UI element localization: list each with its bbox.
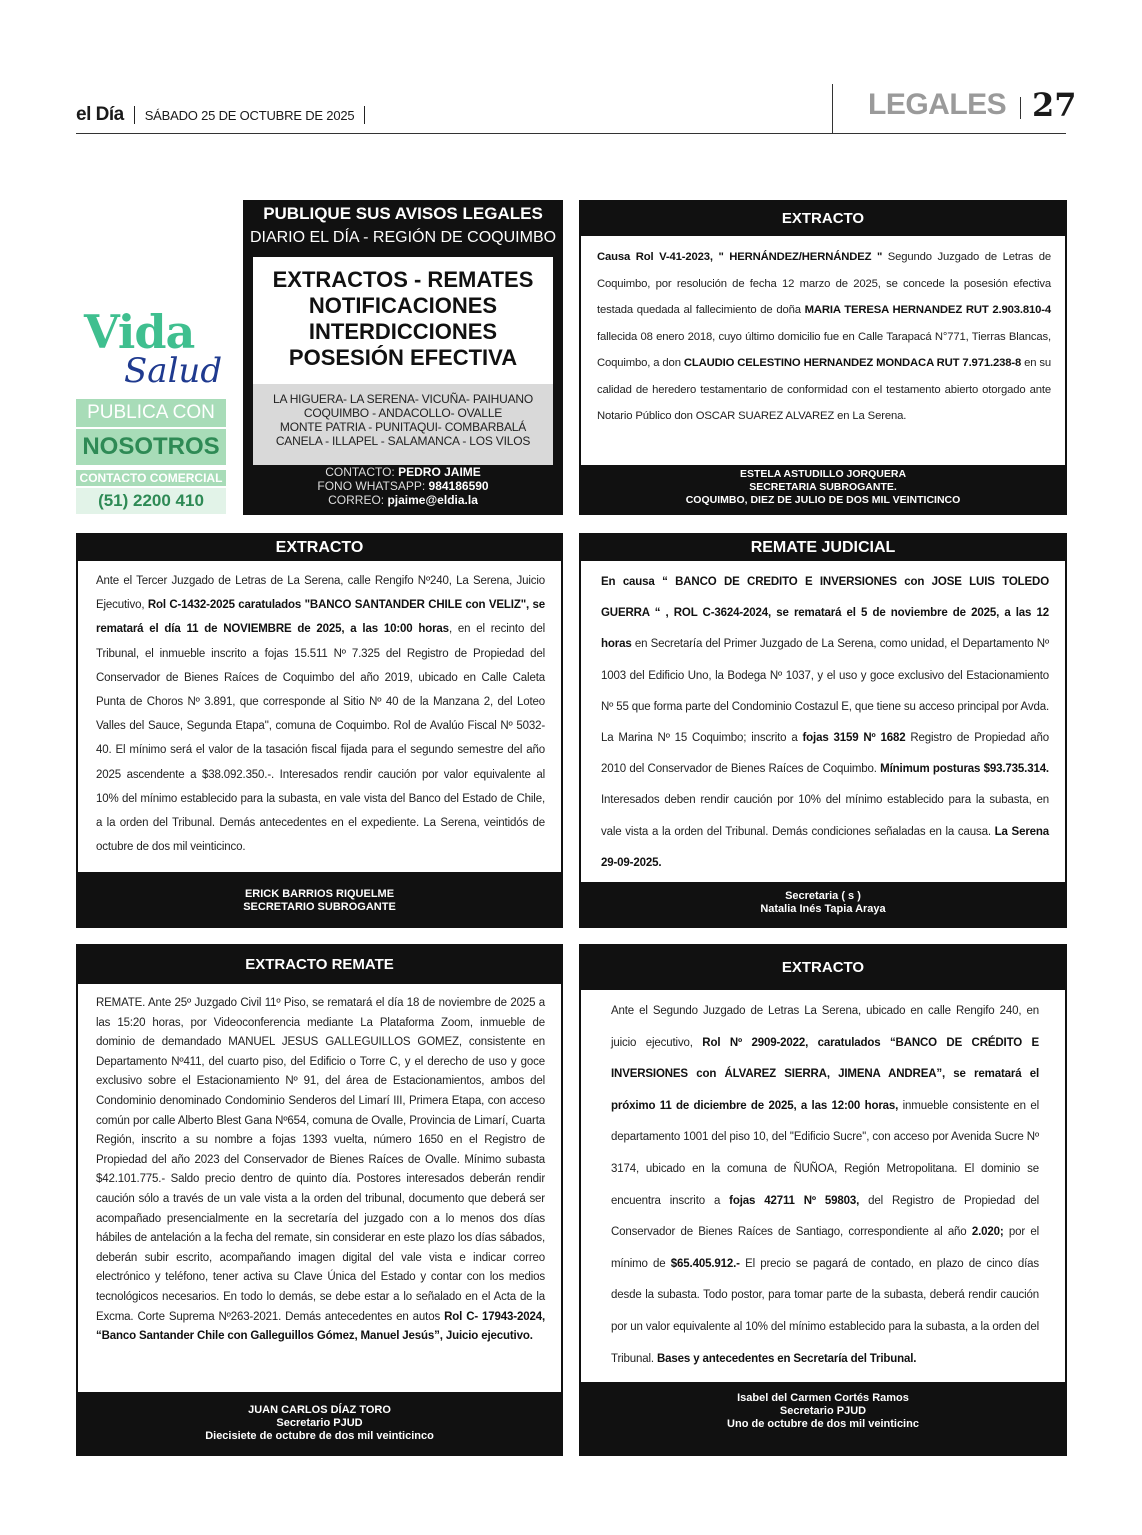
city-line: MONTE PATRIA - PUNITAQUI- COMBARBALÁ (279, 420, 527, 434)
signature-line: COQUIMBO, DIEZ DE JULIO DE DOS MIL VEINTICINCO (685, 494, 961, 506)
signature-line: ERICK BARRIOS RIQUELME (244, 888, 395, 900)
service-item: INTERDICCIONES (308, 319, 498, 344)
notice-extracto-santander (76, 533, 563, 928)
service-item: POSESIÓN EFECTIVA (288, 345, 518, 370)
notice-title: REMATE JUDICIAL (581, 535, 1065, 561)
ad-phone: (51) 2200 410 (76, 488, 226, 514)
publique-title: PUBLIQUE SUS AVISOS LEGALES (263, 204, 543, 223)
ad-publica: PUBLICA CON (76, 399, 226, 427)
contact-block (243, 465, 563, 507)
notice-signature (581, 465, 1065, 513)
ad-contacto: CONTACTO COMERCIAL (76, 470, 226, 486)
divider (364, 106, 365, 124)
signature-line: ESTELA ASTUDILLO JORQUERA (739, 468, 907, 480)
cities-panel (253, 384, 553, 465)
notice-body: En causa “ BANCO DE CREDITO E INVERSIONES con JOSE LUIS TOLEDO GUERRA “ , ROL C-3624-2024, se rematará el 5 de noviembre de 2025, a las 12 horas en Secretaría del Primer Juzgado de La Serena, como unidad, el Departamento Nº 1003 del Edificio Uno, la Bodega Nº 1037, y el uso y goce exclusivo del Estacionamiento Nº 55 que forma parte del Condominio Costazul E, que tiene su acceso principal por Avda. La Marina Nº 15 Coquimbo; inscrito a fojas 3159 Nº 1682 Registro de Propiedad año 2010 del Conservador de Bienes Raíces de Coquimbo. Mínimum posturas $93.735.314. Interesados deben rendir caución por 10% del mínimo establecido para la subasta, en vale vista a la orden del Tribunal. Demás condiciones señaladas en la causa. La Serena 29-09-2025. (601, 576, 1050, 869)
page-number: 27 (1032, 86, 1077, 124)
signature-line: Natalia Inés Tapia Araya (760, 903, 886, 915)
notice-signature (581, 1382, 1065, 1454)
notice-extracto-bci (579, 944, 1067, 1456)
signature-line: JUAN CARLOS DÍAZ TORO (248, 1404, 391, 1416)
section-title: LEGALES (868, 88, 1007, 121)
notice-body: Ante el Tercer Juzgado de Letras de La Serena, calle Rengifo Nº240, La Serena, Juicio Ejecutivo, Rol C-1432-2025 caratulados "BANCO SANTANDER CHILE con VELIZ", se rematará el día 11 de NOVIEMBRE de 2025, a las 10:00 horas, en el recinto del Tribunal, el inmueble inscrito a fojas 15.511 Nº 7.325 del Registro de Propiedad del Conservador de Bienes Raíces de Coquimbo del año 2019, ubicado en Calle Caleta Punta de Choros Nº 3.891, que corresponde al Sitio Nº 40 de la Manzana 2, del Loteo Valles del Sauce, Segunda Etapa'', comuna de Coquimbo. Rol de Avalúo Fiscal Nº 5032-40. El mínimo será el valor de la tasación fiscal fijada para el segundo semestre del año 2025 ascendente a $38.092.350.-. Interesados rendir caución por valor equivalente al 10% del mínimo establecido para la subasta, en vale vista del Banco del Estado de Chile, a la orden del Tribunal. Demás antecedentes en el expediente. La Serena, veintidós de octubre de dos mil veinticinco. (96, 575, 545, 854)
whatsapp-label: FONO WHATSAPP: (317, 479, 426, 493)
signature-line: Secretario PJUD (779, 1405, 867, 1417)
email-link[interactable]: pjaime@eldia.la (387, 493, 478, 507)
divider (134, 106, 135, 124)
signature-line: Secretario PJUD (276, 1417, 363, 1429)
header-divider (1020, 97, 1021, 119)
notice-signature (78, 872, 561, 926)
notice-signature (581, 882, 1065, 926)
signature-line: Diecisiete de octubre de dos mil veinticinco (205, 1430, 434, 1442)
masthead (76, 100, 365, 130)
header-divider (832, 84, 833, 134)
email-label: CORREO: (328, 493, 385, 507)
notice-title: EXTRACTO REMATE (78, 946, 561, 984)
notice-remate-judicial (579, 533, 1067, 928)
notice-title: EXTRACTO (581, 946, 1065, 990)
city-line: CANELA - ILLAPEL - SALAMANCA - LOS VILOS (275, 434, 531, 448)
signature-line: Secretaria ( s ) (785, 890, 861, 902)
notice-body: Ante el Segundo Juzgado de Letras La Serena, ubicado en calle Rengifo 240, en juicio ejecutivo, Rol Nº 2909-2022, caratulados “BANCO DE CRÉDITO E INVERSIONES con ÁLVAREZ SIERRA, JIMENA ANDREA”, se rematará el próximo 11 de diciembre de 2025, a las 12:00 horas, inmueble consistente en el departamento 1001 del piso 10, del ''Edificio Sucre'', con acceso por Avenida Sucre Nº 3174, ubicado en la comuna de ÑUÑOA, Región Metropolitana. El dominio se encuentra inscrito a fojas 42711 Nº 59803, del Registro de Propiedad del Conservador de Bienes Raíces de Santiago, correspondiente al año 2.020; por el mínimo de $65.405.912.- El precio se pagará de contado, en plazo de cinco días desde la subasta. Todo postor, para tomar parte de la subasta, deberá rendir caución por un valor equivalente al 10% del mínimo establecido para la subasta, a la orden del Tribunal. Bases y antecedentes en Secretaría del Tribunal. (611, 1005, 1040, 1365)
issue-date: SÁBADO 25 DE OCTUBRE DE 2025 (144, 107, 355, 123)
contact-label: CONTACTO: (325, 465, 395, 479)
signature-line: SECRETARIA SUBROGANTE. (749, 481, 897, 493)
notice-extracto-remate (76, 944, 563, 1456)
vida-salud-ad (76, 305, 226, 515)
notice-body: REMATE. Ante 25º Juzgado Civil 11º Piso, se rematará el día 18 de noviembre de 2025 a las 15:20 horas, por Videoconferencia mediante La Plataforma Zoom, inmueble de dominio de demandado MANUEL JESUS GALLEGUILLOS GOMEZ, consistente en Departamento Nº411, del cuarto piso, del Edificio o Torre C, y el derecho de uso y goce exclusivo sobre el Estacionamiento Nº 91, del área de Estacionamientos, ambos del Condominio denominado Condominio Senderos del Limarí III, Primera Etapa, con acceso común por calle Alberto Blest Gana Nº654, comuna de Ovalle, Provincia de Limarí, Cuarta Región, inscrito a su nombre a fojas 1393 vuelta, número 1650 en el Registro de Propiedad del año 2023 del Conservador de Bienes Raíces de Ovalle. Mínimo subasta $42.101.775.- Saldo precio dentro de quinto día. Postores interesados deberán rendir caución sólo a través de un vale vista a la orden del tribunal, documento que deberá ser acompañado presencialmente en la secretaría del juzgado con a lo menos dos días hábiles de antelación a la fecha del remate, sin considerar en este plazo los días sábados, deberán subir escrito, acompañando imagen digital del vale vista e indicar correo electrónico y teléfono, tener activa su Clave Única del Estado y contar con los medios tecnológicos necesarios. En todo lo demás, se debe estar a lo señalado en el Acta de la Excma. Corte Suprema Nº263-2021. Demás antecedentes en autos Rol C- 17943-2024, “Banco Santander Chile con Galleguillos Gómez, Manuel Jesús”, Juicio ejecutivo. (96, 997, 545, 1343)
service-item: EXTRACTOS - REMATES (272, 267, 534, 292)
service-item: NOTIFICACIONES (308, 293, 498, 318)
ad-subtitle: Salud (124, 351, 223, 391)
notice-title: EXTRACTO (78, 535, 561, 561)
signature-line: SECRETARIO SUBROGANTE (243, 901, 396, 913)
contact-name: PEDRO JAIME (398, 465, 481, 479)
publique-ad (243, 200, 563, 515)
ad-title: Vida (84, 305, 195, 359)
signature-line: Uno de octubre de dos mil veinticinc (727, 1418, 919, 1430)
notice-title: EXTRACTO (581, 202, 1065, 236)
city-line: LA HIGUERA- LA SERENA- VICUÑA- PAIHUANO (272, 392, 534, 406)
notice-body: Causa Rol V-41-2023, " HERNÁNDEZ/HERNÁNDEZ " Segundo Juzgado de Letras de Coquimbo, por resolución de fecha 12 marzo de 2025, se concede la posesión efectiva testada quedada al fallecimiento de doña MARIA TERESA HERNANDEZ RUT 2.903.810-4 fallecida 08 enero 2018, cuyo último domicilio fue en Calle Tarapacá N°771, Tierras Blancas, Coquimbo, a don CLAUDIO CELESTINO HERNANDEZ MONDACA RUT 7.971.238-8 en su calidad de heredero testamentario de conformidad con el testamento abierto otorgado ante Notario Público don OSCAR SUAREZ ALVAREZ en La Serena. (597, 251, 1052, 422)
header-rule (76, 133, 1066, 134)
city-line: COQUIMBO - ANDACOLLO- OVALLE (303, 406, 503, 420)
brand-logo: el Día (76, 104, 124, 125)
publique-subtitle: DIARIO EL DÍA - REGIÓN DE COQUIMBO (249, 229, 557, 246)
notice-signature (78, 1392, 561, 1454)
whatsapp-number: 984186590 (428, 479, 489, 493)
notice-extracto-posesion (579, 200, 1067, 515)
signature-line: Isabel del Carmen Cortés Ramos (737, 1392, 909, 1404)
ad-nosotros: NOSOTROS (76, 429, 226, 465)
